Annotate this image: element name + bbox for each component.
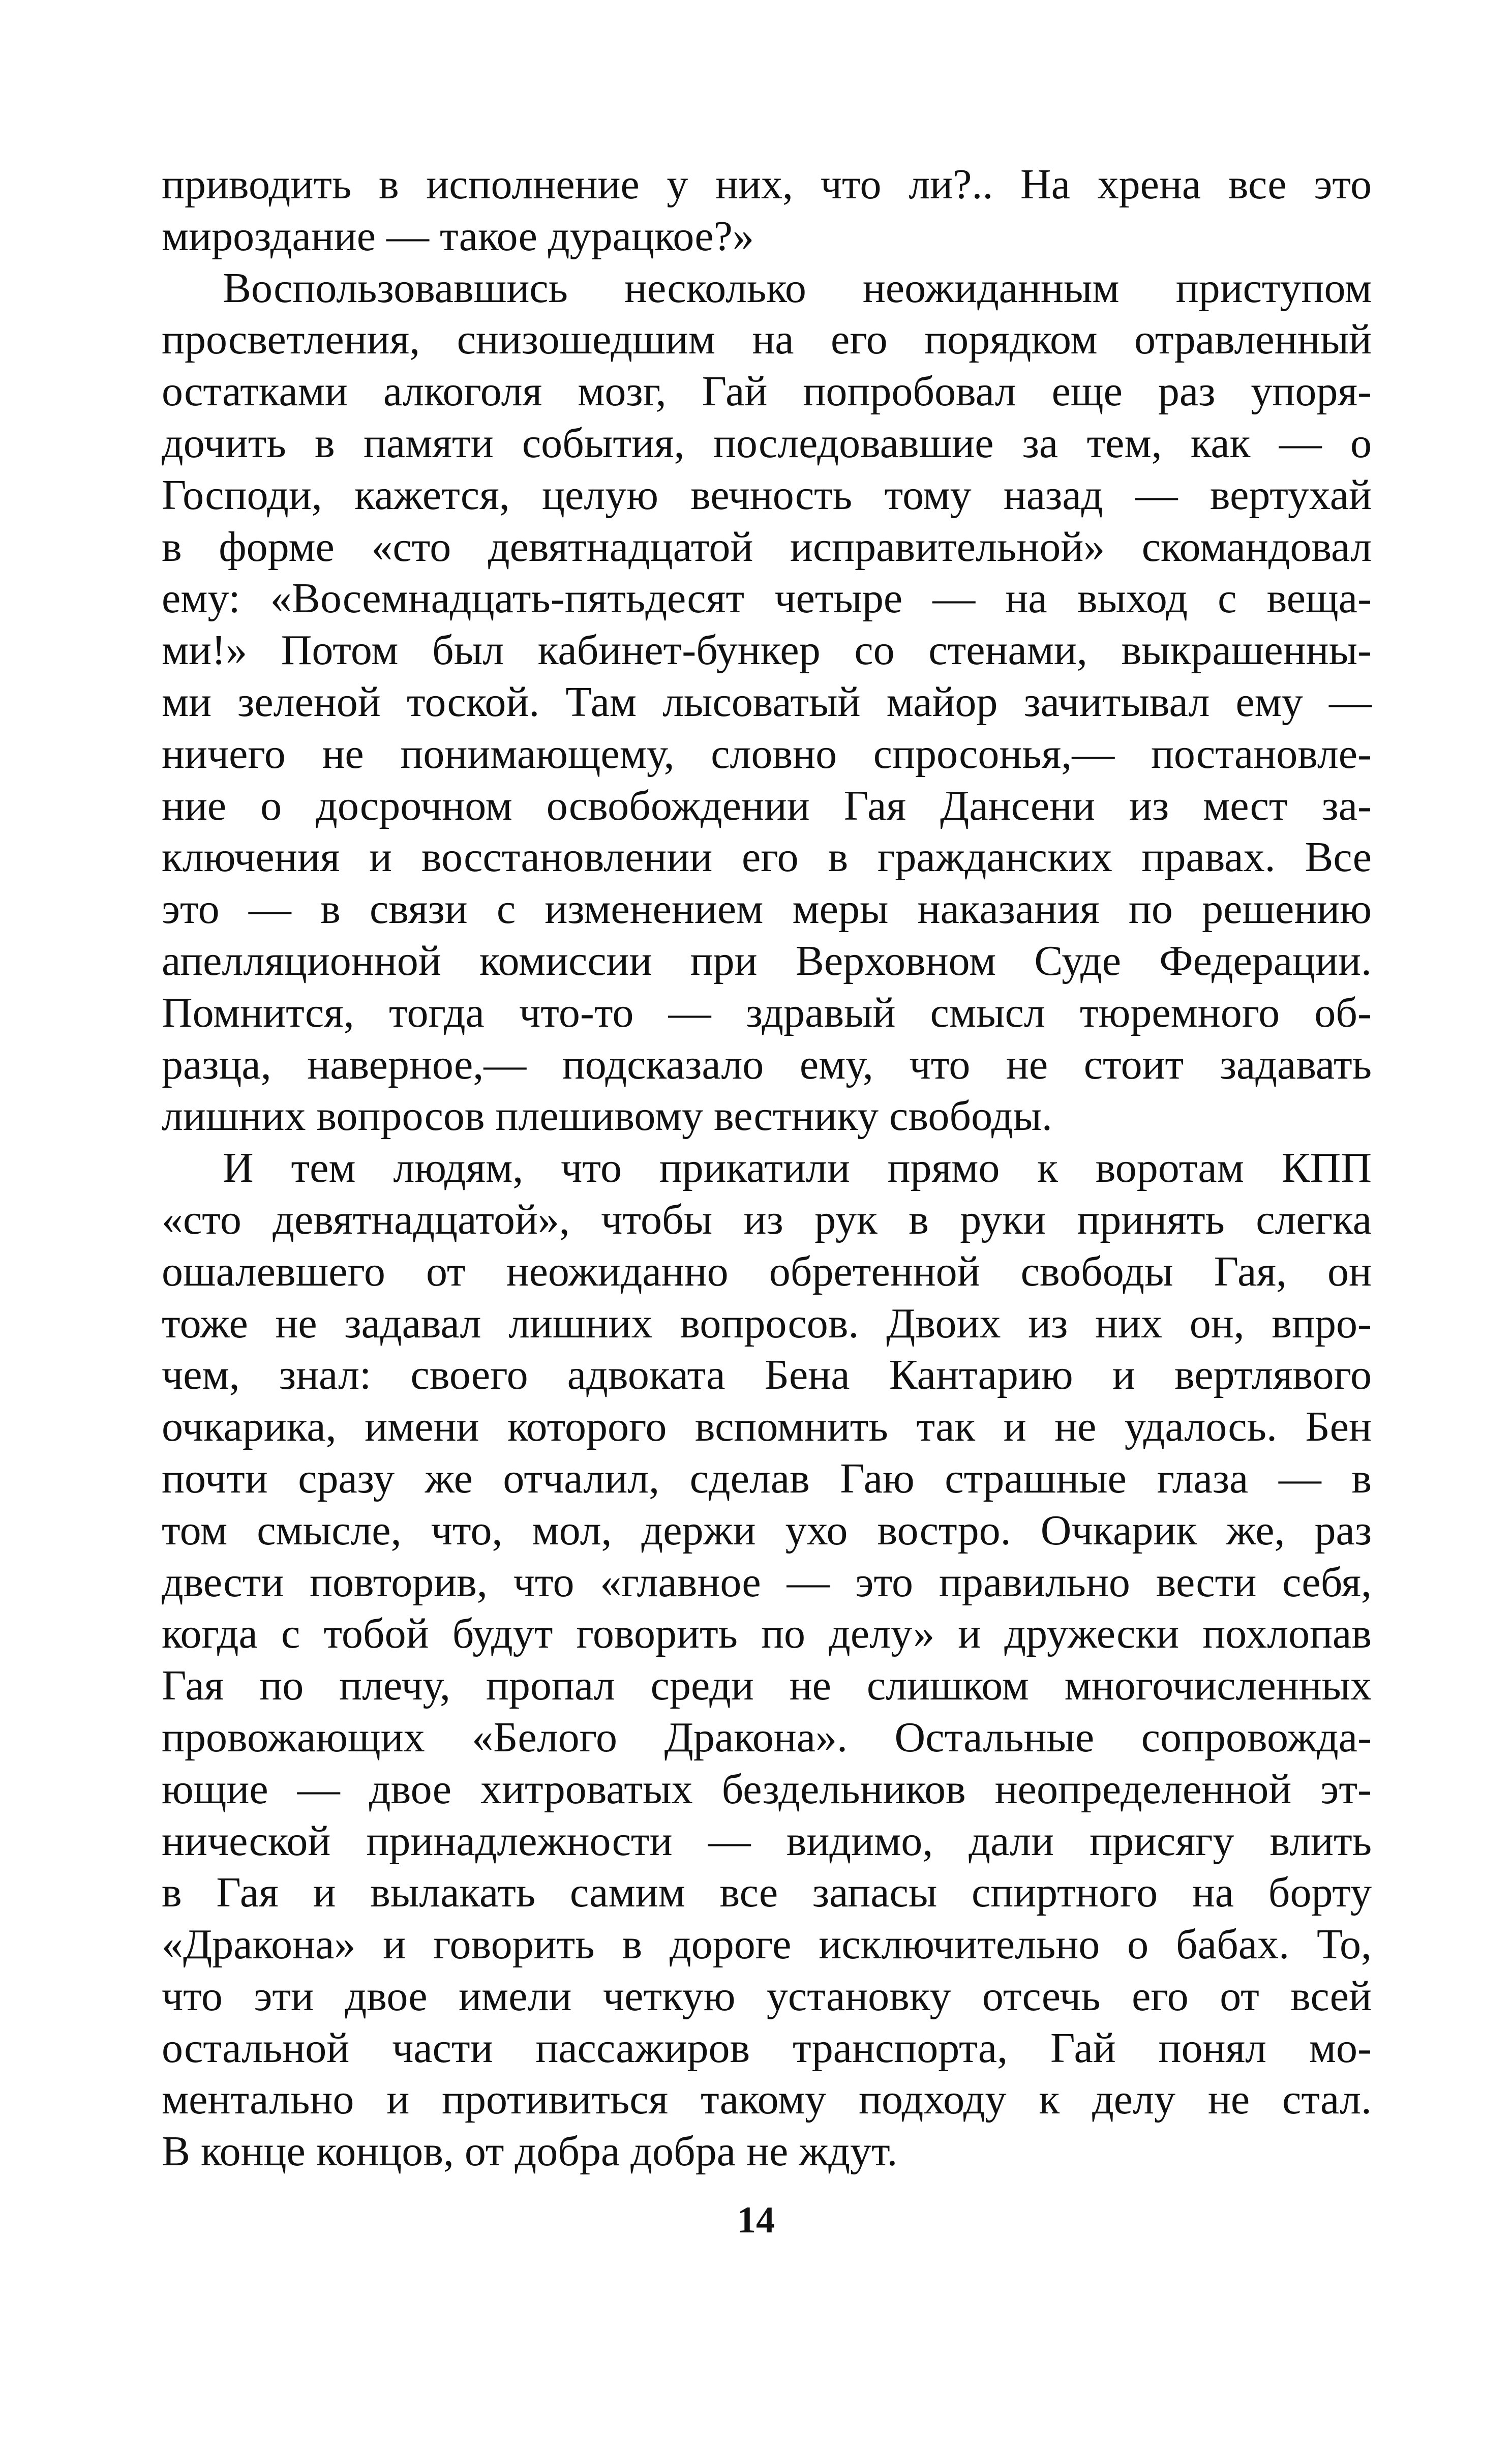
text-line: приводить в исполнение у них, что ли?.. На хрена все это xyxy=(162,161,1372,208)
text-line: лишних вопросов плешивому вестнику свободы. xyxy=(162,1092,1052,1140)
text-line: в форме «сто девятнадцатой исправительной» скомандовал xyxy=(162,523,1372,571)
text-line: почти сразу же отчалил, сделав Гаю страшные глаза — в xyxy=(162,1454,1372,1502)
text-line: провожающих «Белого Дракона». Остальные сопровожда- xyxy=(162,1713,1372,1761)
text-line: В конце концов, от добра добра не ждут. xyxy=(162,2128,898,2175)
text-line: остальной части пассажиров транспорта, Гай понял мо- xyxy=(162,2024,1372,2072)
text-line: мироздание — такое дурацкое?» xyxy=(162,212,754,260)
text-line: когда с тобой будут говорить по делу» и дружески похлопав xyxy=(162,1610,1372,1658)
text-line: нической принадлежности — видимо, дали присягу влить xyxy=(162,1817,1372,1865)
text-line: ментально и противиться такому подходу к делу не стал. xyxy=(162,2076,1372,2124)
text-line: что эти двое имели четкую установку отсечь его от всей xyxy=(162,1972,1372,2020)
text-line: тоже не задавал лишних вопросов. Двоих из них он, впро- xyxy=(162,1299,1372,1347)
text-line: Помнится, тогда что-то — здравый смысл тюремного об- xyxy=(162,989,1372,1036)
text-line: в Гая и вылакать самим все запасы спиртного на борту xyxy=(162,1869,1372,1917)
text-line: ему: «Восемнадцать-пятьдесят четыре — на выход с веща- xyxy=(162,575,1372,622)
text-line: это — в связи с изменением меры наказания по решению xyxy=(162,885,1372,933)
text-line: Господи, кажется, целую вечность тому назад — вертухай xyxy=(162,471,1372,519)
text-line: ние о досрочном освобождении Гая Дансени из мест за- xyxy=(162,782,1372,829)
text-line: ключения и восстановлении его в гражданских правах. Все xyxy=(162,833,1372,881)
text-line: «сто девятнадцатой», чтобы из рук в руки принять слегка xyxy=(162,1196,1372,1243)
text-line: разца, наверное,— подсказало ему, что не стоит задавать xyxy=(162,1040,1372,1088)
text-line: апелляционной комиссии при Верховном Суде Федерации. xyxy=(162,937,1372,984)
text-line: очкарика, имени которого вспомнить так и не удалось. Бен xyxy=(162,1403,1372,1451)
text-line: ющие — двое хитроватых бездельников неопределенной эт- xyxy=(162,1765,1372,1813)
book-page-text xyxy=(162,159,1372,2177)
text-line: том смысле, что, мол, держи ухо востро. Очкарик же, раз xyxy=(162,1506,1372,1554)
text-line: просветления, снизошедшим на его порядком отравленный xyxy=(162,316,1372,364)
text-line: ошалевшего от неожиданно обретенной свободы Гая, он xyxy=(162,1247,1372,1295)
text-line: ми зеленой тоской. Там лысоватый майор зачитывал ему — xyxy=(162,678,1372,726)
text-line: Гая по плечу, пропал среди не слишком многочисленных xyxy=(162,1662,1372,1710)
text-line: Воспользовавшись несколько неожиданным приступом xyxy=(223,264,1372,312)
text-line: двести повторив, что «главное — это правильно вести себя, xyxy=(162,1558,1372,1606)
text-line: «Дракона» и говорить в дороге исключительно о бабах. То, xyxy=(162,1921,1372,1968)
text-line: ничего не понимающему, словно спросонья,— постановле- xyxy=(162,730,1372,778)
text-line: дочить в памяти события, последовавшие за тем, как — о xyxy=(162,419,1372,467)
text-line: чем, знал: своего адвоката Бена Кантарию и вертлявого xyxy=(162,1351,1372,1399)
text-line: ми!» Потом был кабинет-бункер со стенами, выкрашенны- xyxy=(162,626,1372,674)
page-number: 14 xyxy=(737,2199,775,2241)
text-line: И тем людям, что прикатили прямо к воротам КПП xyxy=(223,1144,1372,1192)
text-line: остатками алкоголя мозг, Гай попробовал еще раз упоря- xyxy=(162,368,1372,415)
